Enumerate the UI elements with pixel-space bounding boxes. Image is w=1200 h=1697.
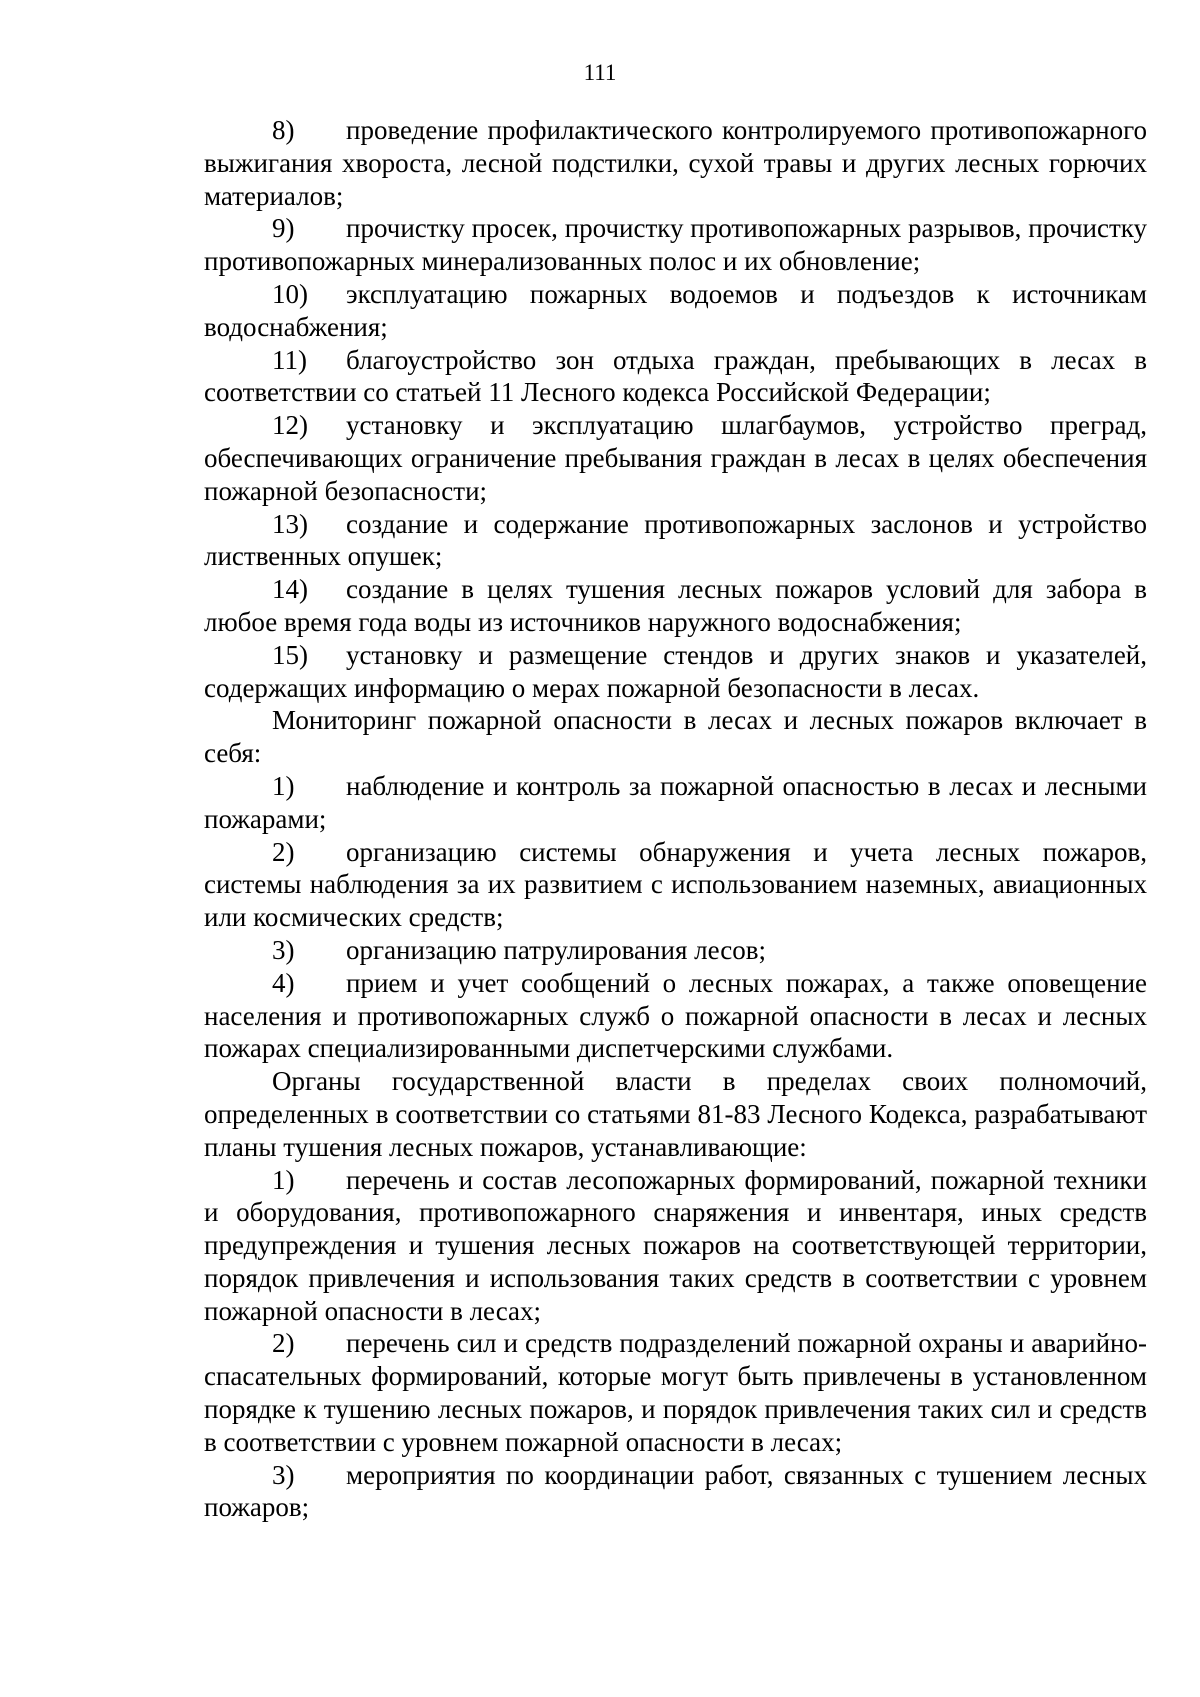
item-text: установку и эксплуатацию шлагбаумов, устройство преград, обеспечивающих ограничение пребывания граждан в лесах в целях обеспечения пожарной безопасности; (204, 410, 1147, 506)
list-item (204, 409, 1147, 507)
item-number: 3) (272, 1459, 295, 1490)
page-number: 111 (583, 60, 617, 85)
item-number: 1) (272, 770, 295, 801)
list-item (204, 278, 1147, 344)
item-text: перечень сил и средств подразделений пожарной охраны и аварийно-спасательных формирований, которые могут быть привлечены в установленном порядке к тушению лесных пожаров, и порядок привлечения таких сил и средств в соответствии с уровнем пожарной опасности в лесах; (204, 1328, 1147, 1457)
list-item (204, 1327, 1147, 1458)
item-number: 9) (272, 213, 295, 244)
item-text: установку и размещение стендов и других знаков и указателей, содержащих информацию о мерах пожарной безопасности в лесах. (204, 639, 1147, 703)
list-item (204, 639, 1147, 705)
item-number: 12) (272, 410, 308, 441)
list-item (204, 573, 1147, 639)
document-body (204, 114, 1147, 1524)
list-item (204, 770, 1147, 836)
item-text: эксплуатацию пожарных водоемов и подъездов к источникам водоснабжения; (204, 278, 1147, 342)
item-number: 8) (272, 115, 295, 145)
item-number: 15) (272, 639, 308, 670)
list-item (204, 1164, 1147, 1328)
list-item (204, 836, 1147, 934)
item-text: создание и содержание противопожарных заслонов и устройство лиственных опушек; (204, 508, 1147, 572)
list-item (204, 212, 1147, 278)
list-item (204, 1459, 1147, 1525)
item-number: 13) (272, 508, 308, 539)
item-number: 14) (272, 574, 308, 605)
item-text: благоустройство зон отдыха граждан, пребывающих в лесах в соответствии со статьей 11 Лесного кодекса Российской Федерации; (204, 344, 1147, 408)
item-number: 2) (272, 1328, 295, 1359)
list-item (204, 344, 1147, 410)
item-text: перечень и состав лесопожарных формирований, пожарной техники и оборудования, противопожарного снаряжения и инвентаря, иных средств предупреждения и тушения лесных пожаров на соответствующей территории, порядок привлечения и использования таких средств в соответствии с уровнем пожарной опасности в лесах; (204, 1164, 1147, 1326)
item-text: прочистку просек, прочистку противопожарных разрывов, прочистку противопожарных минерализованных полос и их обновление; (204, 213, 1147, 277)
item-number: 2) (272, 836, 295, 867)
list-item (204, 508, 1147, 574)
list-item (204, 934, 1147, 967)
item-number: 1) (272, 1164, 295, 1195)
paragraph-text: Мониторинг пожарной опасности в лесах и лесных пожаров включает в себя: (204, 705, 1147, 769)
item-text: мероприятия по координации работ, связанных с тушением лесных пожаров; (204, 1459, 1147, 1523)
item-text: организацию патрулирования лесов; (346, 934, 766, 965)
list-item (204, 114, 1147, 212)
item-text: организацию системы обнаружения и учета лесных пожаров, системы наблюдения за их развитием с использованием наземных, авиационных или космических средств; (204, 836, 1147, 933)
item-number: 3) (272, 934, 295, 965)
item-number: 4) (272, 967, 295, 998)
paragraph (204, 1065, 1147, 1163)
paragraph-text: Органы государственной власти в пределах своих полномочий, определенных в соответствии со статьями 81-83 Лесного Кодекса, разрабатывают планы тушения лесных пожаров, устанавливающие: (204, 1066, 1147, 1162)
list-item (204, 967, 1147, 1065)
item-text: наблюдение и контроль за пожарной опасностью в лесах и лесными пожарами; (204, 770, 1147, 834)
item-text: создание в целях тушения лесных пожаров условий для забора в любое время года воды из источников наружного водоснабжения; (204, 574, 1147, 637)
item-number: 11) (272, 344, 307, 375)
item-number: 10) (272, 278, 308, 309)
item-text: прием и учет сообщений о лесных пожарах, а также оповещение населения и противопожарных служб о пожарной опасности в лесах и лесных пожарах специализированными диспетчерскими службами. (204, 967, 1147, 1064)
item-text: проведение профилактического контролируемого противопожарного выжигания хвороста, лесной подстилки, сухой травы и других лесных горючих материалов; (204, 115, 1147, 211)
paragraph (204, 704, 1147, 770)
